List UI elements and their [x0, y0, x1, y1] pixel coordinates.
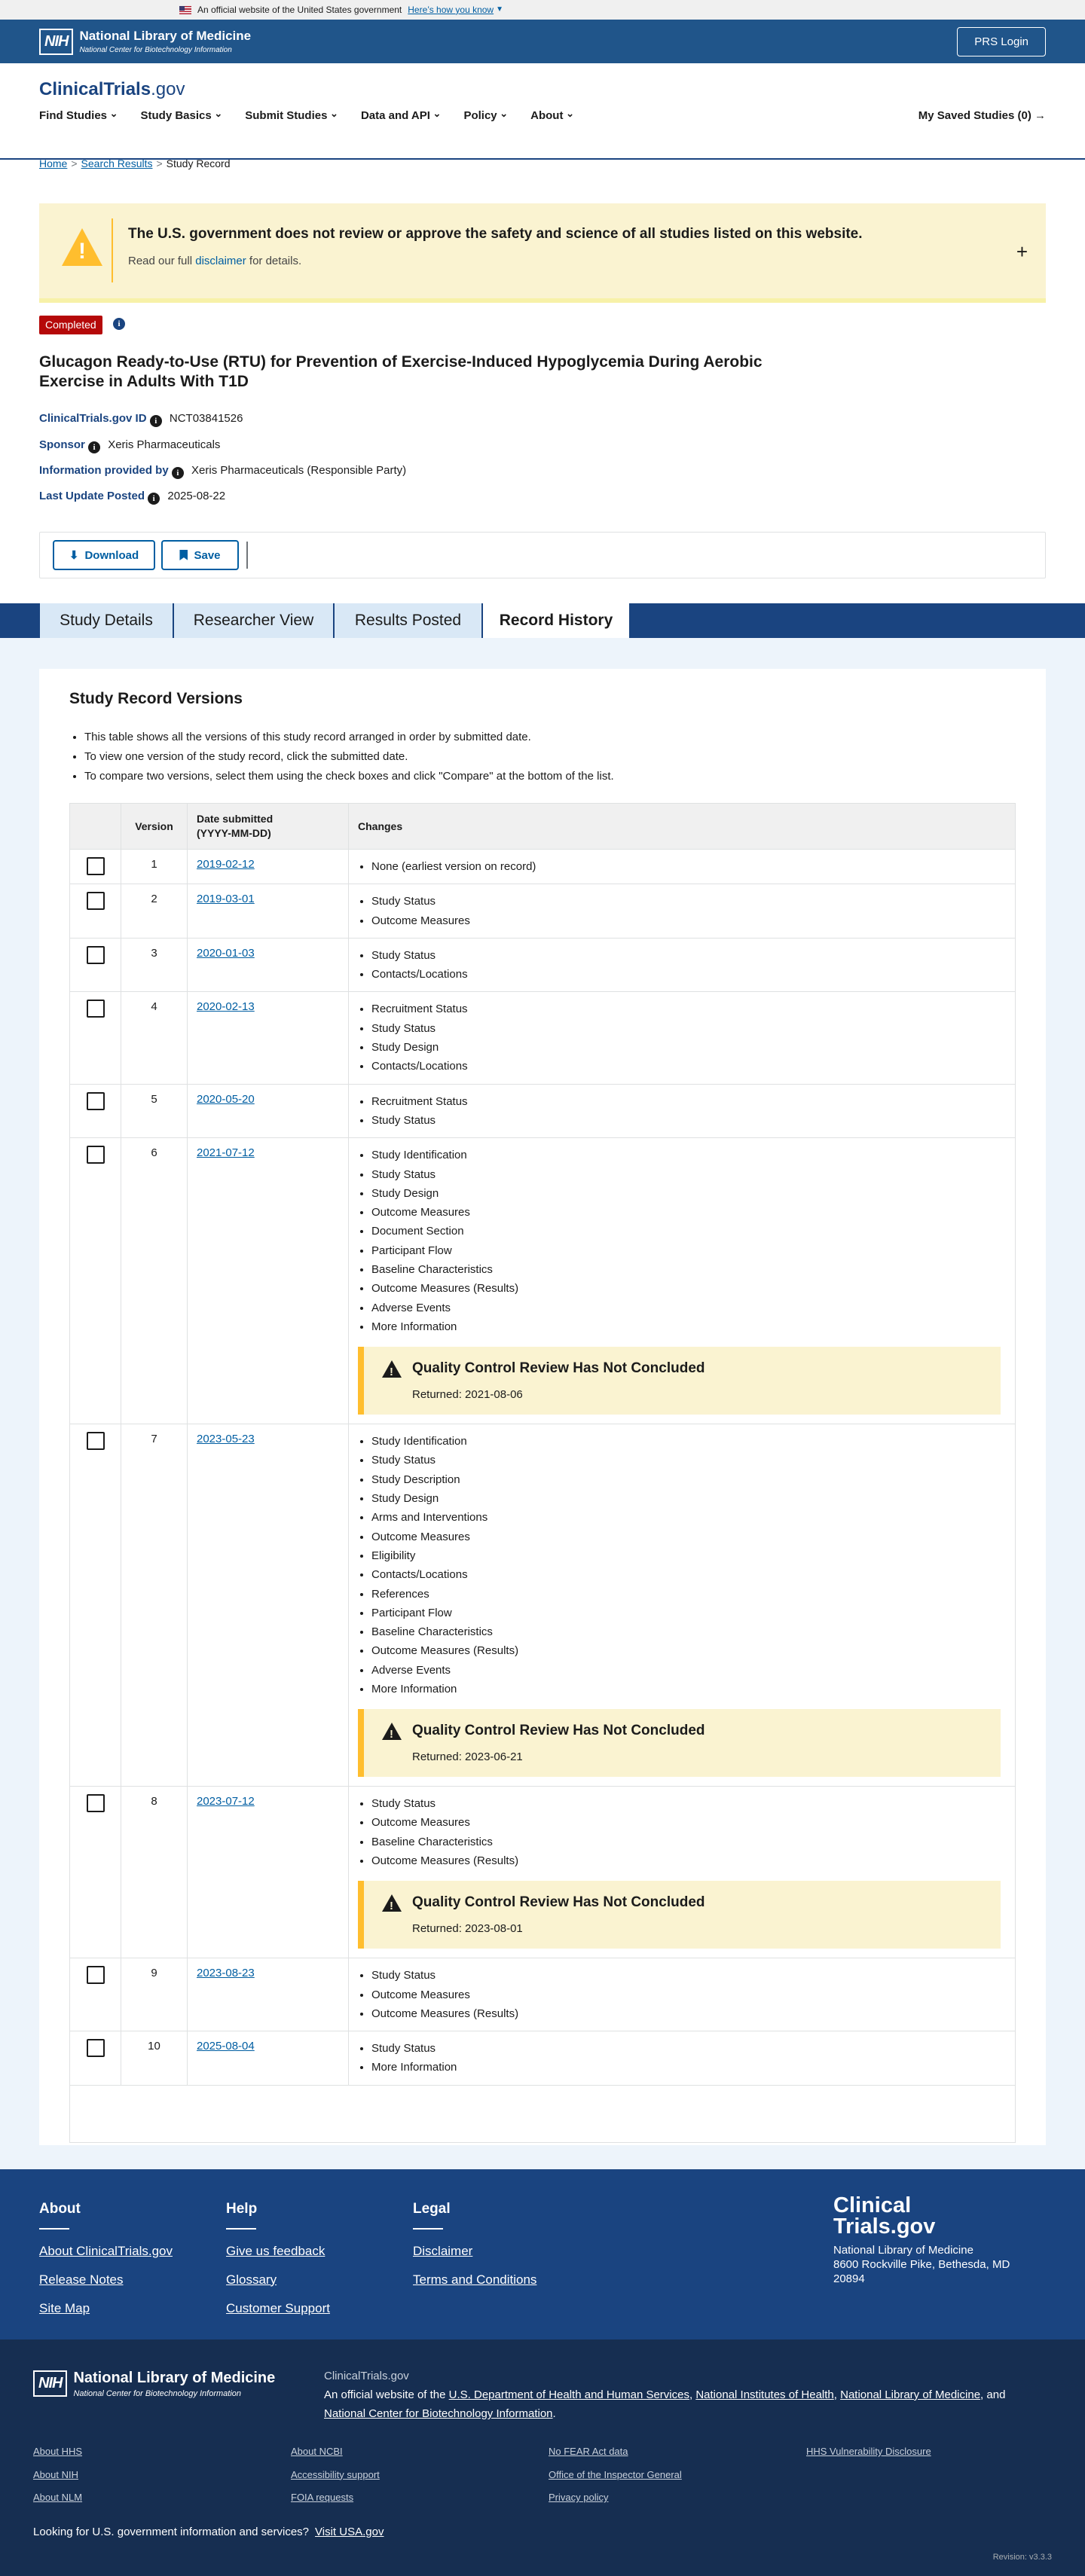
footer-links-col4: HHS Vulnerability Disclosure: [806, 2446, 931, 2457]
col-version: Version: [121, 804, 188, 849]
nav-study-basics[interactable]: Study Basics ⌄: [141, 108, 223, 124]
meta-id: ClinicalTrials.gov ID i NCT03841526: [39, 412, 243, 426]
table-header: [70, 804, 1015, 849]
changes-list: [358, 1000, 1006, 1076]
footer-link[interactable]: Give us feedback: [226, 2243, 326, 2258]
version-date-link[interactable]: 2020-05-20: [197, 1092, 255, 1106]
compare-checkbox[interactable]: [87, 857, 105, 875]
change-item: • Outcome Measures: [371, 1813, 1006, 1832]
compare-checkbox[interactable]: [87, 2039, 105, 2057]
footer-legal: Legal Disclaimer Terms and Conditions: [413, 2199, 536, 2300]
breadcrumb: Home > Search Results > Study Record: [39, 157, 231, 169]
table-row: [70, 1424, 1015, 1786]
col-changes: Changes: [358, 819, 403, 832]
nih-logo[interactable]: [39, 28, 251, 55]
footer-links-col2: About NCBI Accessibility support FOIA requests: [291, 2446, 380, 2504]
changes-list: [358, 1432, 1006, 1699]
disclaimer-link[interactable]: disclaimer: [195, 255, 246, 267]
ncbi-link[interactable]: National Center for Biotechnology Information: [324, 2407, 553, 2420]
brand-main: ClinicalTrials: [39, 79, 151, 99]
download-icon: ⬇: [69, 549, 79, 562]
info-icon[interactable]: i: [113, 318, 125, 330]
change-item: • Study Status: [371, 1966, 1006, 1985]
footer-link[interactable]: Terms and Conditions: [413, 2272, 537, 2287]
footer-link[interactable]: Site Map: [39, 2300, 90, 2315]
qc-title: Quality Control Review Has Not Concluded: [412, 1360, 705, 1377]
footer-links-col1: About HHS About NIH About NLM: [33, 2446, 83, 2504]
nav-submit-studies[interactable]: Submit Studies ⌄: [245, 108, 338, 124]
changes-list: [358, 2039, 1006, 2077]
revision-label: Revision: v3.3.3: [992, 2553, 1052, 2562]
compare-checkbox[interactable]: [87, 1000, 105, 1018]
breadcrumb-home[interactable]: Home: [39, 157, 68, 169]
change-item: • Baseline Characteristics: [371, 1260, 1006, 1279]
version-date-link[interactable]: 2020-01-03: [197, 946, 255, 960]
footer-link[interactable]: About ClinicalTrials.gov: [39, 2243, 173, 2258]
table-row: [70, 849, 1015, 884]
info-icon[interactable]: i: [148, 493, 160, 505]
version-number: 9: [121, 1958, 188, 2031]
change-item: • Contacts/Locations: [371, 965, 1006, 984]
footer-top: [0, 2169, 1085, 2339]
study-tabs: [0, 603, 1085, 638]
compare-checkbox[interactable]: [87, 946, 105, 964]
change-item: • Eligibility: [371, 1546, 1006, 1565]
change-item: • Study Design: [371, 1038, 1006, 1057]
saved-studies-link[interactable]: [918, 108, 1046, 124]
table-row: [70, 938, 1015, 992]
change-item: • Contacts/Locations: [371, 1057, 1006, 1076]
arrow-right-icon: →: [1035, 109, 1046, 122]
heres-how-you-know-link[interactable]: Here’s how you know: [408, 4, 494, 15]
table-row: [70, 1958, 1015, 2031]
version-date-link[interactable]: 2020-02-13: [197, 1000, 255, 1014]
version-number: 3: [121, 939, 188, 992]
tab-results-posted[interactable]: Results Posted: [334, 603, 482, 638]
study-title: Glucagon Ready-to-Use (RTU) for Prevention of Exercise-Induced Hypoglycemia During Aerobic Exercise in Adults With T1D: [39, 353, 763, 391]
change-item: • Study Identification: [371, 1146, 1006, 1164]
change-item: • Recruitment Status: [371, 1000, 1006, 1018]
usa-gov-line: Looking for U.S. government information and services? Visit USA.gov: [33, 2526, 384, 2538]
saved-studies-label: My Saved Studies (0): [918, 109, 1032, 122]
change-item: • Study Status: [371, 1111, 1006, 1130]
table-row: [70, 1084, 1015, 1138]
change-item: • Participant Flow: [371, 1604, 1006, 1622]
study-toolbar: [39, 532, 1046, 578]
change-item: • Outcome Measures (Results): [371, 1279, 1006, 1298]
change-item: • Contacts/Locations: [371, 1565, 1006, 1584]
change-item: • Outcome Measures (Results): [371, 1851, 1006, 1870]
change-item: • Recruitment Status: [371, 1092, 1006, 1111]
qc-title: Quality Control Review Has Not Concluded: [412, 1894, 705, 1911]
disclaimer-alert: ! The U.S. government does not review or approve the safety and science of all studies listed on this website. Read our full disclaimer for details. +: [39, 203, 1046, 303]
breadcrumb-search-results[interactable]: Search Results: [81, 157, 153, 169]
qc-returned: Returned: 2021-08-06: [412, 1387, 523, 1401]
compare-checkbox[interactable]: [87, 1092, 105, 1110]
chevron-down-icon: ▼: [496, 5, 504, 14]
qc-alert: [358, 1881, 1001, 1949]
site-header: [0, 63, 1085, 160]
table-row: [70, 1137, 1015, 1424]
change-item: • Study Status: [371, 892, 1006, 911]
nih-header: [0, 20, 1085, 63]
gov-banner-text: An official website of the United States government: [197, 4, 402, 15]
version-number: 8: [121, 1787, 188, 1958]
version-date-link[interactable]: 2023-08-23: [197, 1967, 255, 1980]
panel-notes: • This table shows all the versions of this study record arranged in order by submitted date. • To view one version of the study record, click the submitted date. • To compare two versions, select them using the check boxes and click "Compare" at the bottom of the list.: [84, 728, 614, 786]
table-body: [70, 849, 1015, 2085]
table-footer-space: [70, 2085, 1015, 2142]
version-date-link[interactable]: 2025-08-04: [197, 2040, 255, 2053]
change-item: • Study Status: [371, 1019, 1006, 1038]
footer-official-text: ClinicalTrials.gov An official website of the U.S. Department of Health and Human Services, National Institutes of Health, National Library of Medicine, and National Center for Biotechnology Information.: [324, 2370, 1006, 2420]
change-item: • Participant Flow: [371, 1241, 1006, 1260]
meta-last-update: Last Update Posted i 2025-08-22: [39, 490, 226, 503]
changes-list: [358, 892, 1006, 930]
info-icon[interactable]: i: [88, 441, 100, 453]
change-item: • Outcome Measures: [371, 1203, 1006, 1222]
prs-login-button[interactable]: PRS Login: [957, 27, 1046, 56]
nav-data-and-api[interactable]: Data and API ⌄: [361, 108, 441, 124]
qc-title: Quality Control Review Has Not Concluded: [412, 1723, 705, 1739]
change-item: • Study Status: [371, 1794, 1006, 1813]
change-item: • Study Status: [371, 946, 1006, 965]
compare-checkbox[interactable]: [87, 1966, 105, 1984]
version-date-link[interactable]: 2023-07-12: [197, 1795, 255, 1808]
download-button[interactable]: ⬇ Download: [53, 540, 155, 570]
changes-list: [358, 857, 1006, 876]
compare-checkbox[interactable]: [87, 892, 105, 910]
change-item: • None (earliest version on record): [371, 857, 1006, 876]
tab-researcher-view[interactable]: Researcher View: [173, 603, 334, 638]
version-date-link[interactable]: 2019-03-01: [197, 893, 255, 906]
version-date-link[interactable]: 2019-02-12: [197, 858, 255, 871]
change-item: • Outcome Measures: [371, 1528, 1006, 1546]
warning-icon: [382, 1894, 402, 1912]
nav-policy[interactable]: Policy ⌄: [463, 108, 508, 124]
nlm-name: National Library of Medicine: [79, 28, 252, 43]
table-row: [70, 1786, 1015, 1958]
footer-bottom: [0, 2339, 1085, 2576]
version-number: 10: [121, 2031, 188, 2085]
versions-table: [69, 803, 1016, 2143]
change-item: • Study Design: [371, 1489, 1006, 1508]
change-item: • Arms and Interventions: [371, 1508, 1006, 1527]
table-row: [70, 884, 1015, 938]
footer-link[interactable]: Release Notes: [39, 2272, 124, 2287]
changes-list: [358, 1794, 1006, 1870]
change-item: • More Information: [371, 2058, 1006, 2077]
nav-about[interactable]: About ⌄: [530, 108, 574, 124]
compare-checkbox[interactable]: [87, 1432, 105, 1450]
nih-logo-mark: NIH: [39, 29, 73, 55]
change-item: • More Information: [371, 1680, 1006, 1699]
qc-alert: [358, 1709, 1001, 1777]
nav-find-studies[interactable]: Find Studies ⌄: [39, 108, 118, 124]
footer-links-col3: No FEAR Act data Office of the Inspector General Privacy policy: [549, 2446, 682, 2504]
qc-alert: [358, 1347, 1001, 1415]
warning-icon: [382, 1723, 402, 1740]
record-history-panel: [39, 669, 1046, 2145]
changes-list: [358, 1092, 1006, 1131]
change-item: • Study Status: [371, 1165, 1006, 1184]
tab-study-details[interactable]: Study Details: [39, 603, 173, 638]
nct-id: NCT03841526: [169, 412, 243, 425]
main-nav: [39, 108, 574, 124]
footer-help: Help Give us feedback Glossary Customer Support: [226, 2199, 330, 2328]
change-item: • Baseline Characteristics: [371, 1833, 1006, 1851]
change-item: • Study Identification: [371, 1432, 1006, 1451]
change-item: • More Information: [371, 1317, 1006, 1336]
change-item: • Baseline Characteristics: [371, 1622, 1006, 1641]
last-update-value: 2025-08-22: [167, 490, 226, 502]
us-flag-icon: [179, 6, 191, 14]
toolbar-divider: [246, 542, 248, 569]
footer-link[interactable]: Glossary: [226, 2272, 277, 2287]
changes-list: [358, 946, 1006, 984]
usa-gov-link[interactable]: Visit USA.gov: [315, 2526, 384, 2538]
tab-record-history[interactable]: Record History: [482, 603, 630, 638]
warning-icon: [382, 1360, 402, 1378]
col-date: Date submitted (YYYY-MM-DD): [188, 804, 349, 849]
save-button[interactable]: Save: [161, 540, 239, 570]
table-row: [70, 2031, 1015, 2085]
footer-link[interactable]: Disclaimer: [413, 2243, 473, 2258]
qc-returned: Returned: 2023-08-01: [412, 1922, 523, 1935]
footer-link[interactable]: Customer Support: [226, 2300, 330, 2315]
expand-plus-icon[interactable]: +: [1016, 240, 1028, 263]
version-number: 5: [121, 1085, 188, 1138]
version-number: 2: [121, 884, 188, 938]
change-item: • Outcome Measures (Results): [371, 2004, 1006, 2023]
change-item: • Study Description: [371, 1470, 1006, 1489]
change-item: • Study Status: [371, 1451, 1006, 1470]
changes-list: [358, 1146, 1006, 1336]
hhs-link[interactable]: U.S. Department of Health and Human Services: [448, 2388, 689, 2401]
changes-list: [358, 1966, 1006, 2023]
footer-about: About About ClinicalTrials.gov Release Notes Site Map: [39, 2199, 173, 2328]
alert-message: Read our full disclaimer for details.: [128, 255, 302, 267]
table-row: [70, 991, 1015, 1083]
ncbi-name: National Center for Biotechnology Information: [79, 45, 232, 54]
change-item: • Study Design: [371, 1184, 1006, 1203]
brand-suffix: .gov: [151, 79, 185, 99]
alert-title: The U.S. government does not review or approve the safety and science of all studies listed on this website.: [128, 226, 863, 242]
version-number: 7: [121, 1424, 188, 1786]
breadcrumb-current: Study Record: [166, 157, 231, 169]
change-item: • Study Status: [371, 2039, 1006, 2058]
nih-link[interactable]: National Institutes of Health: [695, 2388, 834, 2401]
change-item: • Adverse Events: [371, 1661, 1006, 1680]
version-number: 4: [121, 992, 188, 1083]
site-brand[interactable]: [39, 78, 185, 102]
footer-nih-logo[interactable]: NIH National Library of Medicine National Center for Biotechnology Information: [33, 2368, 275, 2400]
footer-brand: Clinical Trials.gov National Library of Medicine 8600 Rockville Pike, Bethesda, MD 20894: [833, 2193, 1010, 2285]
panel-title: Study Record Versions: [69, 690, 243, 707]
change-item: • Document Section: [371, 1222, 1006, 1241]
change-item: • Outcome Measures: [371, 911, 1006, 930]
change-item: • Adverse Events: [371, 1299, 1006, 1317]
provided-by-value: Xeris Pharmaceuticals (Responsible Party): [191, 464, 407, 477]
sponsor-value: Xeris Pharmaceuticals: [108, 438, 221, 451]
version-number: 6: [121, 1138, 188, 1424]
gov-banner: [0, 0, 1085, 20]
meta-sponsor: Sponsor i Xeris Pharmaceuticals: [39, 438, 221, 452]
qc-returned: Returned: 2023-06-21: [412, 1750, 523, 1763]
change-item: • References: [371, 1585, 1006, 1604]
version-date-link[interactable]: 2023-05-23: [197, 1433, 255, 1446]
info-icon[interactable]: i: [172, 467, 184, 479]
nlm-link[interactable]: National Library of Medicine: [840, 2388, 981, 2401]
version-number: 1: [121, 850, 188, 884]
status-badge: Completed: [39, 316, 102, 334]
change-item: • Outcome Measures (Results): [371, 1641, 1006, 1660]
meta-provided-by: Information provided by i Xeris Pharmaceuticals (Responsible Party): [39, 464, 407, 478]
change-item: • Outcome Measures: [371, 1985, 1006, 2004]
bookmark-icon: [179, 550, 188, 560]
version-date-link[interactable]: 2021-07-12: [197, 1146, 255, 1160]
compare-checkbox[interactable]: [87, 1794, 105, 1812]
compare-checkbox[interactable]: [87, 1146, 105, 1164]
info-icon[interactable]: i: [150, 415, 162, 427]
